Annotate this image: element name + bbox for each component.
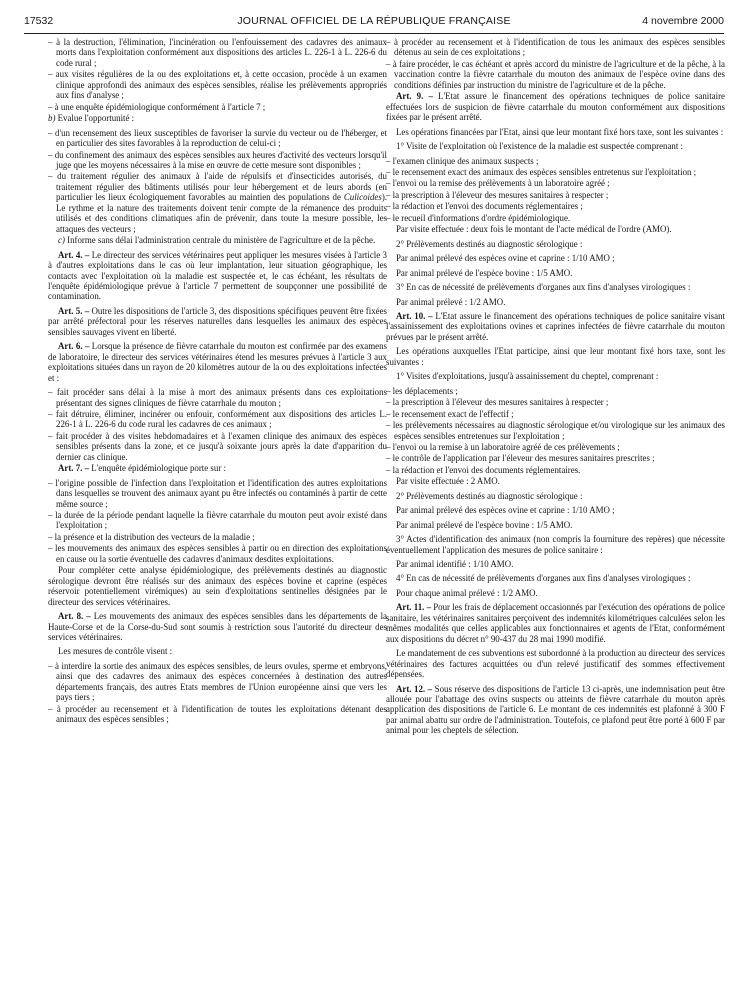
article-heading: Art. 7. – — [58, 463, 90, 474]
page-header — [24, 15, 724, 33]
header-rule — [24, 33, 724, 34]
list-item: – les prélèvements nécessaires au diagnostic sérologique et/ou virologique sur les animaux des espèces sensibles entretenues sur l'exploitation ; — [386, 420, 725, 441]
list-item: – à faire procéder, le cas échéant et après accord du ministre de l'agriculture et de la pêche, à la vaccination contre la fièvre catarrhale du mouton des animaux de l'espèce ovine dans des conditions définies par instruction du ministre de l'agriculture et de la pêche. — [386, 58, 725, 90]
paragraph: Les opérations financées par l'Etat, ainsi que leur montant fixé hors taxe, sont les suivantes : — [396, 126, 724, 137]
paragraph: 3° Actes d'identification des animaux (non compris la fourniture des repères) que nécessite éventuellement l'application des mesures de police sanitaire : — [386, 534, 725, 555]
article-9: Art. 9. – L'Etat assure le financement des opérations techniques de police sanitaire effectuées lors de suspicion de fièvre catarrhale du mouton conformément aux dispositions fixées par le présent arrêté. — [386, 91, 725, 123]
list-item: – le recueil d'informations d'ordre épidémiologique. — [386, 212, 571, 223]
article-heading: Art. 8. – — [58, 611, 91, 622]
paragraph: 2° Prélèvements destinés au diagnostic sérologique : — [396, 238, 583, 249]
list-item: – la prescription à l'éleveur des mesures sanitaires à respecter ; — [386, 189, 609, 200]
left-column — [48, 37, 387, 726]
list-item: – le contrôle de l'application par l'éleveur des mesures sanitaires prescrites ; — [386, 453, 655, 464]
list-item: – à la destruction, l'élimination, l'incinération ou l'enfouissement des cadavres des animaux morts dans l'exploitation conformément aux dispositions des articles L. 226-1 à L. 226-6 du code rural ; — [48, 37, 387, 68]
paragraph: 4° En cas de nécessité de prélèvements d'organes aux fins d'analyses virologiques : — [396, 573, 691, 584]
list-item: – l'origine possible de l'infection dans l'exploitation et l'identification des autres exploitations dans lesquelles se trouvent des animaux ayant pu être infectés ou contaminés à partir de cette même source ; — [48, 477, 387, 509]
paragraph: Par animal identifié : 1/10 AMO. — [396, 559, 514, 570]
paragraph: Pour compléter cette analyse épidémiologique, des prélèvements destinés au diagnostic sérologique devront être réalisés sur des animaux des espèces bovine et caprine (espèces réservoir potentiellement virémiques) au sein d'exploitations sentinelles désignées par le directeur des services vétérinaires. — [48, 565, 387, 607]
list-item: – l'envoi ou la remise des prélèvements à un laboratoire agréé ; — [386, 178, 610, 189]
list-item: – les mouvements des animaux des espèces sensibles à partir ou en direction des exploitations en cause ou la sortie éventuelle des cadavres d'animaux desdites exploitations. — [48, 543, 387, 564]
paragraph: 1° Visites d'exploitations, jusqu'à assainissement du cheptel, comprenant : — [396, 371, 659, 382]
paragraph: Par visite effectuée : 2 AMO. — [396, 476, 500, 487]
paragraph: Par animal prélevé des espèces ovine et caprine : 1/10 AMO ; — [396, 253, 615, 264]
list-item: – à une enquête épidémiologique conformément à l'article 7 ; — [48, 101, 266, 112]
list-item: – du confinement des animaux des espèces sensibles aux heures d'activité des vecteurs lorsqu'il juge que les moyens nécessaires à la mise en œuvre de cette mesure sont disponibles ; — [48, 149, 387, 170]
list-item: – les déplacements ; — [386, 385, 458, 396]
article-7: Art. 7. – L'enquête épidémiologique porte sur : — [58, 463, 226, 474]
paragraph-c: c) Informe sans délai l'administration centrale du ministère de l'agriculture et de la pêche. — [58, 235, 376, 246]
article-heading: Art. 5. – — [58, 305, 90, 316]
paragraph: Par animal prélevé de l'espèce bovine : 1/5 AMO. — [396, 267, 573, 278]
page-number: 17532 — [24, 15, 54, 27]
list-item: – à procéder au recensement et à l'identification de tous les animaux des espèces sensibles détenus au sein de ces exploitations ; — [386, 37, 725, 58]
list-item: – l'examen clinique des animaux suspects ; — [386, 155, 539, 166]
article-8: Art. 8. – Les mouvements des animaux des espèces sensibles dans les départements de la Haute-Corse et de la Corse-du-Sud sont soumis à restriction sous l'autorité du directeur des services vétérinaires. — [48, 611, 387, 643]
right-column — [386, 37, 725, 740]
article-11: Art. 11. – Pour les frais de déplacement occasionnés par l'exécution des opérations de police sanitaire, les vétérinaires sanitaires perçoivent des indemnités kilométriques calculées selon les mêmes modalités que celles applicables aux fonctionnaires et agents de l'Etat, conformément aux dispositions du décret n° 90-437 du 28 mai 1990 modifié. — [386, 602, 725, 644]
article-heading: Art. 4. – — [58, 249, 90, 260]
paragraph: Par animal prélevé de l'espèce bovine : 1/5 AMO. — [396, 519, 573, 530]
article-heading: Art. 11. – — [396, 602, 432, 613]
list-item: – du traitement régulier des animaux à l'aide de répulsifs et d'insecticides autorisés, du traitement régulier des bâtiments utilisés pour leur hébergement et de leurs abords (en particulier les lieux écologiquement favorables au maintien des populations de Culicoides). Le rythme et la nature des traitements doivent tenir compte de la rémanence des produits utilisés et des conditions climatiques afin de prévenir, dans toute la mesure possible, les attaques des vecteurs ; — [48, 171, 387, 234]
article-4: Art. 4. – Le directeur des services vétérinaires peut appliquer les mesures visées à l'article 3 à d'autres exploitations dans le cas où leur implantation, leur situation géographique, les contacts avec l'exploitation où la maladie est suspectée et, le cas échéant, les résultats de l'enquête épidémiologique prévue à l'article 7 permettent de soupçonner une possibilité de contamination. — [48, 249, 387, 302]
list-item: – le recensement exact de l'effectif ; — [386, 408, 514, 419]
article-12: Art. 12. – Sous réserve des dispositions de l'article 13 ci-après, une indemnisation peut être allouée pour l'abattage des ovins suspects ou atteints de fièvre catarrhale du mouton après application des dispositions de l'article 6. Le montant de ces indemnités est plafonné à 300 F par animal abattu sur ordre de l'administration. Toutefois, ce plafond peut être porté à 600 F par animal pour les cheptels de sélection. — [386, 683, 725, 736]
paragraph-b: b) Evalue l'opportunité : — [48, 113, 135, 124]
item-label: c) — [58, 235, 65, 246]
paragraph: 3° En cas de nécessité de prélèvements d'organes aux fins d'analyses virologiques : — [396, 282, 691, 293]
article-5: Art. 5. – Outre les dispositions de l'article 3, des dispositions spécifiques peuvent être fixées par arrêté préfectoral pour les réserves naturelles dans lesquelles les animaux des espèces sensibles sauvages vivent en liberté. — [48, 305, 387, 337]
article-10: Art. 10. – L'Etat assure le financement des opérations techniques de police sanitaire visant l'assainissement des exploitations ovines et caprines infectées de fièvre catarrhale du mouton prévues par le présent arrêté. — [386, 310, 725, 342]
list-item: – fait procéder sans délai à la mise à mort des animaux présents dans ces exploitations présentant des signes cliniques de fièvre catarrhale du mouton ; — [48, 387, 387, 408]
paragraph: Par animal prélevé : 1/2 AMO. — [396, 296, 506, 307]
paragraph: 1° Visite de l'exploitation où l'existence de la maladie est suspectée comprenant : — [396, 141, 684, 152]
list-item: – à procéder au recensement et à l'identification de toutes les exploitations détenant des animaux des espèces sensibles ; — [48, 703, 387, 725]
list-item: – fait détruire, éliminer, incinérer ou enfouir, conformément aux dispositions des articles L. 226-1 à L. 226-6 du code rural les cadavres de ces animaux ; — [48, 408, 387, 430]
article-heading: Art. 12. – — [396, 683, 433, 694]
list-item: – la rédaction et l'envoi des documents réglementaires ; — [386, 201, 583, 212]
list-item: – à interdire la sortie des animaux des espèces sensibles, de leurs ovules, sperme et embryons, ainsi que des cadavres des animaux des espèces concernées à destination des autres départements français, des autres Etats membres de l'Union européenne ainsi que vers les pays tiers ; — [48, 660, 387, 703]
list-item: – la prescription à l'éleveur des mesures sanitaires à respecter ; — [386, 397, 609, 408]
list-item: – fait procéder à des visites hebdomadaires et à l'examen clinique des animaux des espèces sensibles présents dans la zone, et ce jusqu'à soixante jours après la date d'apparition du dernier cas clinique. — [48, 430, 387, 462]
list-item: – l'envoi ou la remise à un laboratoire agréé de ces prélèvements ; — [386, 441, 620, 452]
paragraph: Par visite effectuée : deux fois le montant de l'acte médical de l'ordre (AMO). — [396, 224, 672, 235]
item-label: b) — [48, 113, 56, 124]
list-item: – le recensement exact des animaux des espèces sensibles entretenus sur l'exploitation ; — [386, 166, 697, 177]
journal-title: JOURNAL OFFICIEL DE LA RÉPUBLIQUE FRANÇAISE — [237, 15, 511, 27]
article-heading: Art. 10. – — [396, 310, 433, 321]
paragraph: Pour chaque animal prélevé : 1/2 AMO. — [396, 587, 538, 598]
paragraph: Le mandatement de ces subventions est subordonné à la production au directeur des services vétérinaires des factures acquittées ou d'un relevé justificatif des sommes effectivement dépensées. — [386, 648, 725, 680]
list-item: – aux visites régulières de la ou des exploitations et, à cette occasion, procède à un examen clinique approfondi des animaux des espèces sensibles, réalise les prélèvements appropriés aux fins d'analyse ; — [48, 69, 387, 101]
article-heading: Art. 9. – — [396, 91, 433, 102]
list-item: – d'un recensement des lieux susceptibles de favoriser la survie du vecteur ou de l'héberger, et en particulier des sites favorables à la reproduction de celui-ci ; — [48, 127, 387, 149]
paragraph: 2° Prélèvements destinés au diagnostic sérologique : — [396, 490, 583, 501]
paragraph: Par animal prélevé des espèces ovine et caprine : 1/10 AMO ; — [396, 505, 615, 516]
list-item: – la présence et la distribution des vecteurs de la maladie ; — [48, 531, 255, 542]
paragraph: Les mesures de contrôle visent : — [58, 646, 173, 657]
article-heading: Art. 6. – — [58, 341, 90, 352]
list-item: – la durée de la période pendant laquelle la fièvre catarrhale du mouton peut avoir existé dans l'exploitation ; — [48, 510, 387, 531]
issue-date: 4 novembre 2000 — [642, 15, 724, 27]
list-item: – la rédaction et l'envoi des documents réglementaires. — [386, 464, 581, 475]
article-6: Art. 6. – Lorsque la présence de fièvre catarrhale du mouton est confirmée par des examens de laboratoire, le directeur des services vétérinaires étend les mesures prévues à l'article 3 aux exploitations situées dans un rayon de 20 kilomètres autour de la ou des exploitations infectées et : — [48, 341, 387, 383]
paragraph: Les opérations auxquelles l'Etat participe, ainsi que leur montant fixé hors taxe, sont les suivantes : — [386, 346, 725, 367]
